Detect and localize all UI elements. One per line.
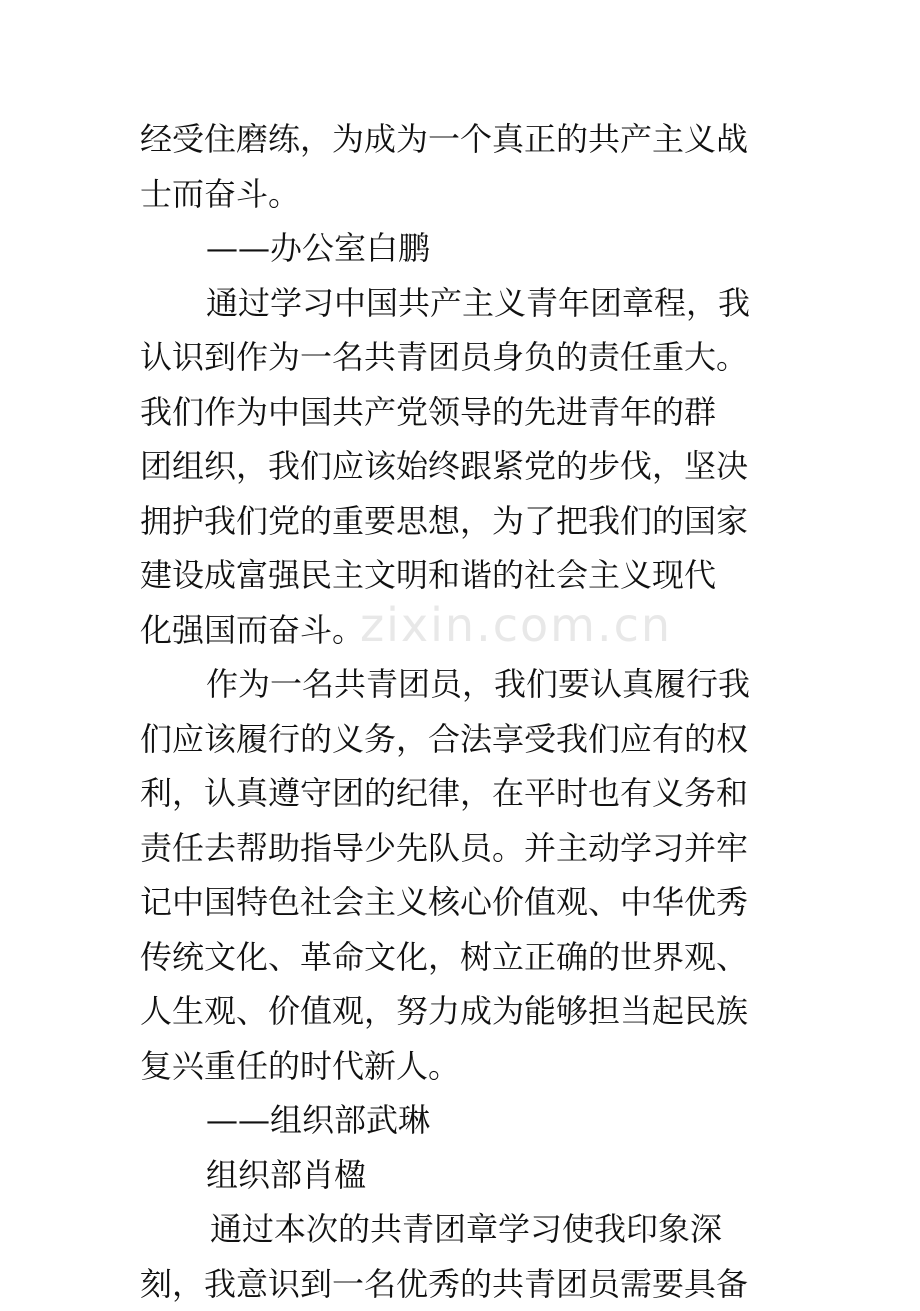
watermark: zixin.com.cn [360,598,672,652]
text-line: 传统文化、革命文化，树立正确的世界观、 [140,930,790,985]
text-line: 责任去帮助指导少先队员。并主动学习并牢 [140,821,790,876]
text-line: 经受住磨练，为成为一个真正的共产主义战 [140,112,790,167]
text-line: 拥护我们党的重要思想，为了把我们的国家 [140,494,790,549]
text-line: 团组织，我们应该始终跟紧党的步伐，坚决 [140,439,790,494]
signature-line: ——组织部武琳 [140,1093,790,1148]
text-line: 利，认真遵守团的纪律，在平时也有义务和 [140,766,790,821]
signature-line: ——办公室白鹏 [140,221,790,276]
text-line: 复兴重任的时代新人。 [140,1039,790,1094]
text-line: 士而奋斗。 [140,167,790,222]
text-line: 刻，我意识到一名优秀的共青团员需要具备 [140,1257,790,1311]
section-heading: 组织部肖楹 [140,1148,790,1203]
text-line: 认识到作为一名共青团员身负的责任重大。 [140,330,790,385]
text-line: 建设成富强民主文明和谐的社会主义现代 [140,548,790,603]
text-line: 们应该履行的义务，合法享受我们应有的权 [140,712,790,767]
text-line: 人生观、价值观，努力成为能够担当起民族 [140,984,790,1039]
paragraph-start: 通过学习中国共产主义青年团章程，我 [140,276,790,331]
paragraph-start: 作为一名共青团员，我们要认真履行我 [140,657,790,712]
text-line: 我们作为中国共产党领导的先进青年的群 [140,385,790,440]
text-line: 化强国而奋斗。 [140,603,790,658]
body-text [140,112,790,1311]
paragraph-start: 通过本次的共青团章学习使我印象深 [140,1202,790,1257]
text-line: 记中国特色社会主义核心价值观、中华优秀 [140,875,790,930]
